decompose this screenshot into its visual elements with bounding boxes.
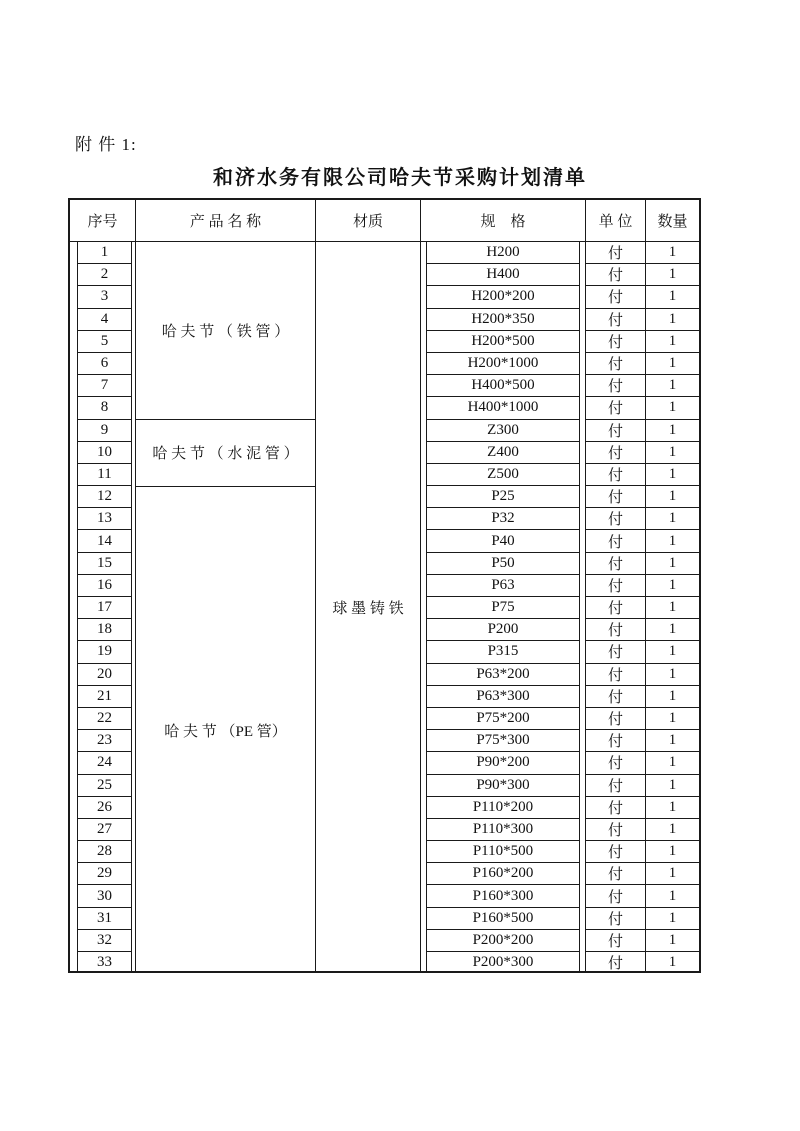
- serial-cell: 22: [78, 708, 131, 730]
- spec-cell: P110*200: [427, 797, 579, 819]
- serial-cell: 33: [97, 954, 112, 971]
- spec-box-stack: [426, 242, 580, 973]
- serial-cell: 7: [78, 375, 131, 397]
- unit-cell: 付: [586, 686, 645, 708]
- qty-cell: 1: [646, 575, 699, 597]
- qty-cell: 1: [646, 331, 699, 353]
- unit-cell: 付: [586, 930, 645, 952]
- serial-cell: 4: [78, 309, 131, 331]
- spec-cell: P25: [427, 486, 579, 508]
- serial-cell: 25: [78, 775, 131, 797]
- serial-cell: 1: [78, 242, 131, 264]
- spec-cell: P160*200: [427, 863, 579, 885]
- unit-cell: 付: [586, 553, 645, 575]
- unit-cell: 付: [586, 375, 645, 397]
- unit-cell: 付: [586, 619, 645, 641]
- spec-cell: P200*300: [472, 954, 534, 971]
- header-serial: 序号: [87, 214, 118, 230]
- qty-cell: 1: [646, 464, 699, 486]
- serial-cell: 6: [78, 353, 131, 375]
- serial-cell: 13: [78, 508, 131, 530]
- spec-cell: P63: [427, 575, 579, 597]
- qty-cell: 1: [646, 930, 699, 952]
- serial-cell: 3: [78, 286, 131, 308]
- unit-cell: 付: [586, 575, 645, 597]
- serial-cell: 32: [78, 930, 131, 952]
- unit-cell: 付: [586, 797, 645, 819]
- serial-cell: 18: [78, 619, 131, 641]
- qty-cell: 1: [646, 619, 699, 641]
- spec-cell: H400*1000: [427, 397, 579, 419]
- spec-cell: P160*500: [427, 908, 579, 930]
- spec-cell: P160*300: [427, 885, 579, 907]
- qty-cell: 1: [646, 797, 699, 819]
- qty-cell: 1: [646, 885, 699, 907]
- qty-cell: 1: [646, 730, 699, 752]
- serial-cell: 21: [78, 686, 131, 708]
- spec-cell: H400*500: [427, 375, 579, 397]
- spec-cell: P75*200: [427, 708, 579, 730]
- serial-cell: 11: [78, 464, 131, 486]
- serial-cell: 17: [78, 597, 131, 619]
- qty-cell: 1: [646, 375, 699, 397]
- serial-cell: 14: [78, 530, 131, 552]
- spec-cell: P75*300: [427, 730, 579, 752]
- header-qty: 数量: [645, 200, 699, 241]
- spec-cell: H200*1000: [427, 353, 579, 375]
- serial-cell: 29: [78, 863, 131, 885]
- qty-cell: 1: [646, 530, 699, 552]
- unit-cell: 付: [586, 841, 645, 863]
- col-product: [135, 242, 315, 973]
- unit-cell: 付: [586, 464, 645, 486]
- serial-cell: 5: [78, 331, 131, 353]
- spec-cell: H200*350: [427, 309, 579, 331]
- spec-cell: P110*500: [427, 841, 579, 863]
- unit-cell: 付: [586, 331, 645, 353]
- qty-cell: 1: [646, 775, 699, 797]
- unit-cell: 付: [586, 530, 645, 552]
- spec-cell: P63*300: [427, 686, 579, 708]
- serial-cell: 26: [78, 797, 131, 819]
- serial-cell: 23: [78, 730, 131, 752]
- product-group-cell: 哈 夫 节 （PE 管）: [164, 723, 287, 740]
- unit-cell: 付: [586, 908, 645, 930]
- serial-cell: 8: [78, 397, 131, 419]
- qty-cell: 1: [646, 420, 699, 442]
- qty-cell: 1: [646, 353, 699, 375]
- spec-cell: H200*500: [427, 331, 579, 353]
- col-unit: [585, 242, 645, 973]
- unit-cell: 付: [586, 775, 645, 797]
- serial-cell: 31: [78, 908, 131, 930]
- unit-cell: 付: [607, 956, 623, 973]
- qty-cell: 1: [646, 264, 699, 286]
- unit-cell: 付: [586, 353, 645, 375]
- qty-cell: 1: [646, 442, 699, 464]
- unit-cell: 付: [586, 730, 645, 752]
- unit-cell: 付: [586, 597, 645, 619]
- unit-cell: 付: [586, 863, 645, 885]
- qty-cell: 1: [646, 863, 699, 885]
- unit-cell: 付: [586, 508, 645, 530]
- unit-cell: 付: [586, 309, 645, 331]
- serial-cell: 10: [78, 442, 131, 464]
- serial-cell: 20: [78, 664, 131, 686]
- qty-cell: 1: [668, 954, 677, 971]
- table-header-row: [70, 200, 699, 242]
- qty-cell: 1: [646, 908, 699, 930]
- serial-cell: 24: [78, 752, 131, 774]
- header-unit: 单 位: [585, 200, 645, 241]
- unit-cell: 付: [586, 442, 645, 464]
- header-spec: 规 格: [420, 200, 585, 241]
- qty-cell: 1: [646, 486, 699, 508]
- spec-cell: P90*300: [427, 775, 579, 797]
- serial-box-stack: [77, 242, 132, 973]
- qty-cell: 1: [646, 508, 699, 530]
- spec-cell: H400: [427, 264, 579, 286]
- table-body: [70, 242, 699, 973]
- qty-cell: 1: [646, 841, 699, 863]
- unit-cell: 付: [586, 752, 645, 774]
- unit-cell: 付: [586, 819, 645, 841]
- qty-cell: 1: [646, 819, 699, 841]
- qty-cell: 1: [646, 553, 699, 575]
- spec-cell: P90*200: [427, 752, 579, 774]
- spec-cell: P200*200: [427, 930, 579, 952]
- spec-cell: P200: [427, 619, 579, 641]
- spec-cell: P315: [427, 641, 579, 663]
- serial-cell: 19: [78, 641, 131, 663]
- spec-cell: Z500: [427, 464, 579, 486]
- qty-cell: 1: [646, 641, 699, 663]
- qty-cell: 1: [646, 597, 699, 619]
- col-material: [315, 242, 420, 973]
- qty-cell: 1: [646, 664, 699, 686]
- product-group-cell: 哈 夫 节 （ 铁 管 ）: [136, 242, 315, 420]
- unit-cell: 付: [586, 242, 645, 264]
- col-serial: [70, 242, 135, 973]
- procurement-table: [68, 198, 701, 973]
- serial-cell: 30: [78, 885, 131, 907]
- serial-cell: 9: [78, 420, 131, 442]
- spec-cell: P50: [427, 553, 579, 575]
- spec-cell: P75: [427, 597, 579, 619]
- qty-cell: 1: [646, 397, 699, 419]
- header-product: 产 品 名 称: [135, 200, 315, 241]
- qty-cell: 1: [646, 686, 699, 708]
- doc-title: 和济水务有限公司哈夫节采购计划清单: [213, 167, 587, 189]
- serial-cell: 16: [78, 575, 131, 597]
- unit-cell: 付: [586, 486, 645, 508]
- spec-cell: P63*200: [427, 664, 579, 686]
- serial-cell: 27: [78, 819, 131, 841]
- spec-cell: H200*200: [427, 286, 579, 308]
- qty-cell: 1: [646, 286, 699, 308]
- qty-cell: 1: [646, 752, 699, 774]
- serial-cell: 15: [78, 553, 131, 575]
- col-spec: [420, 242, 585, 973]
- serial-cell: 2: [78, 264, 131, 286]
- serial-cell: 12: [78, 486, 131, 508]
- col-qty: [645, 242, 699, 973]
- serial-cell: 28: [78, 841, 131, 863]
- unit-cell: 付: [586, 664, 645, 686]
- unit-cell: 付: [586, 264, 645, 286]
- qty-cell: 1: [646, 309, 699, 331]
- spec-cell: P32: [427, 508, 579, 530]
- unit-cell: 付: [586, 641, 645, 663]
- spec-cell: H200: [427, 242, 579, 264]
- qty-cell: 1: [646, 708, 699, 730]
- material-cell: 球 墨 铸 铁: [332, 601, 404, 617]
- attachment-label: 附 件 1:: [75, 135, 137, 154]
- spec-cell: Z400: [427, 442, 579, 464]
- spec-cell: Z300: [427, 420, 579, 442]
- qty-cell: 1: [646, 242, 699, 264]
- header-material: 材质: [315, 200, 420, 241]
- spec-cell: P40: [427, 530, 579, 552]
- unit-cell: 付: [586, 708, 645, 730]
- unit-cell: 付: [586, 286, 645, 308]
- unit-cell: 付: [586, 885, 645, 907]
- product-group-cell: 哈 夫 节 （ 水 泥 管 ）: [136, 420, 315, 487]
- unit-cell: 付: [586, 420, 645, 442]
- unit-cell: 付: [586, 397, 645, 419]
- spec-cell: P110*300: [427, 819, 579, 841]
